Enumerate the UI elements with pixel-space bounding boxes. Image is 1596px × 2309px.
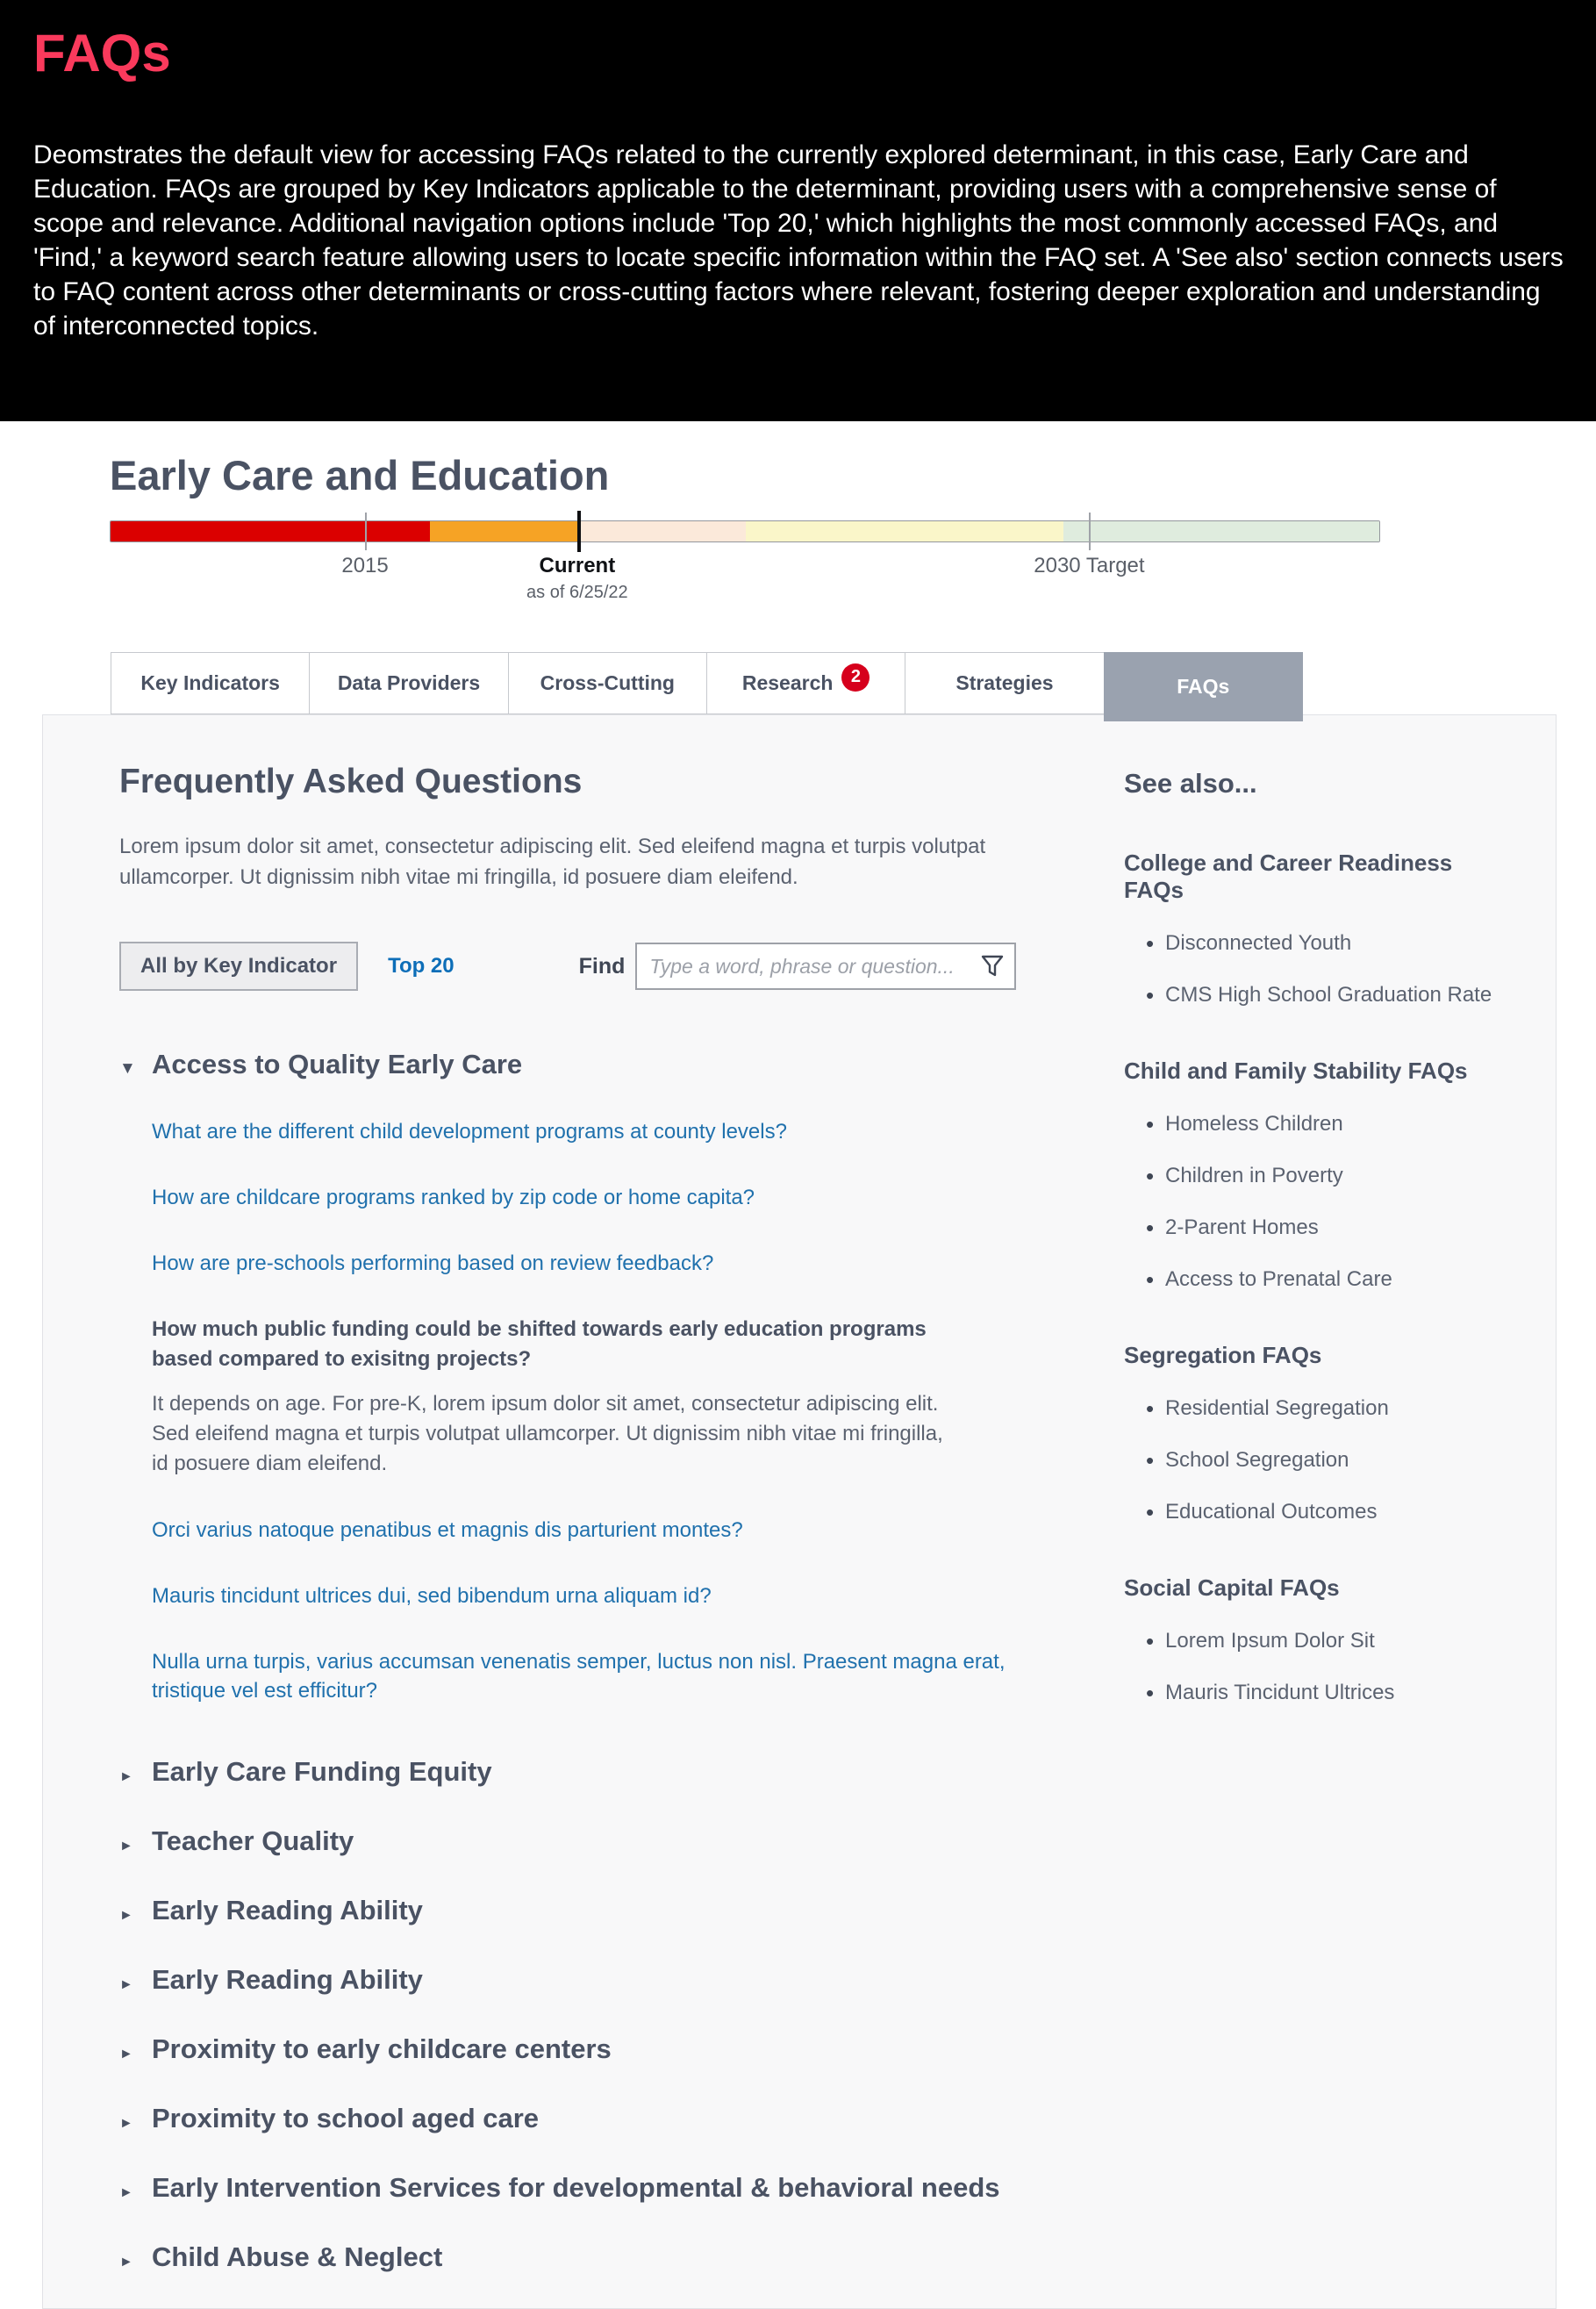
find-search-box xyxy=(635,943,1016,990)
faq-question-link[interactable]: Mauris tincidunt ultrices dui, sed bibendum urna aliquam id? xyxy=(152,1584,712,1608)
timeline-segment-yellow xyxy=(746,521,1063,541)
faq-question-link[interactable]: How are pre-schools performing based on review feedback? xyxy=(152,1251,714,1275)
see-also-list xyxy=(1124,1112,1500,1292)
timeline-label-current xyxy=(526,554,628,603)
faq-section-expanded xyxy=(119,1049,1084,1705)
faq-question-text: How much public funding could be shifted towards early education programs based compared to exisitng projects? xyxy=(152,1317,927,1371)
timeline-segment-orange xyxy=(430,521,577,541)
see-also-sidebar xyxy=(1084,715,1518,2308)
see-also-list xyxy=(1124,1629,1500,1705)
timeline-tick-2030 xyxy=(1089,513,1091,550)
see-also-link[interactable]: • Educational Outcomes xyxy=(1124,1500,1500,1524)
section-title: Proximity to school aged care xyxy=(152,2103,540,2133)
section-title: Teacher Quality xyxy=(152,1825,354,1856)
page-header xyxy=(0,0,1596,421)
timeline-label-2030-target: 2030 Target xyxy=(1034,554,1145,577)
current-label: Current xyxy=(539,554,616,577)
section-title: Early Intervention Services for developmental & behavioral needs xyxy=(152,2172,1000,2203)
timeline-segment-red xyxy=(111,521,430,541)
section-header-proximity-early-childcare[interactable] xyxy=(119,2033,1084,2065)
section-header-teacher-quality[interactable] xyxy=(119,1825,1084,1857)
tab-data-providers[interactable]: Data Providers xyxy=(309,652,508,714)
see-also-link[interactable]: • Children in Poverty xyxy=(1124,1164,1500,1188)
see-also-group-title: College and Career Readiness FAQs xyxy=(1124,850,1453,903)
timeline-tick-2015 xyxy=(365,513,367,550)
determinant-title: Early Care and Education xyxy=(110,452,610,498)
see-also-list xyxy=(1124,1396,1500,1524)
triangle-right-icon: ► xyxy=(119,2116,133,2131)
section-title: Early Reading Ability xyxy=(152,1964,423,1995)
see-also-link[interactable]: • Homeless Children xyxy=(1124,1112,1500,1137)
see-also-group-title: Child and Family Stability FAQs xyxy=(1124,1058,1468,1084)
see-also-group-title: Segregation FAQs xyxy=(1124,1342,1322,1368)
faq-question-link[interactable]: Orci varius natoque penatibus et magnis dis parturient montes? xyxy=(152,1518,743,1542)
see-also-group-college-career xyxy=(1124,850,1500,1007)
progress-timeline xyxy=(110,520,1380,608)
faq-filter-bar xyxy=(119,942,1084,991)
tab-strategies[interactable]: Strategies xyxy=(905,652,1104,714)
see-also-link[interactable]: • Mauris Tincidunt Ultrices xyxy=(1124,1681,1500,1705)
section-title: Access to Quality Early Care xyxy=(152,1049,523,1079)
see-also-link[interactable]: • Disconnected Youth xyxy=(1124,931,1500,956)
triangle-right-icon: ► xyxy=(119,2185,133,2200)
triangle-right-icon: ► xyxy=(119,1839,133,1854)
faq-main-column xyxy=(43,715,1084,2308)
section-body xyxy=(119,1117,1084,1705)
section-header-early-intervention-services[interactable] xyxy=(119,2172,1084,2204)
faq-open-question xyxy=(152,1315,1084,1479)
page-title: FAQs xyxy=(33,24,171,82)
triangle-right-icon: ► xyxy=(119,1769,133,1784)
faq-intro: Lorem ipsum dolor sit amet, consectetur adipiscing elit. Sed eleifend magna et turpis volutpat ullamcorper. Ut dignissim nibh vitae mi fringilla, id posuere diam eleifend. xyxy=(119,835,986,889)
see-also-title: See also... xyxy=(1124,768,1257,799)
faq-question-link[interactable]: How are childcare programs ranked by zip code or home capita? xyxy=(152,1186,755,1209)
see-also-link[interactable]: • Access to Prenatal Care xyxy=(1124,1267,1500,1292)
see-also-group-segregation xyxy=(1124,1342,1500,1524)
see-also-link[interactable]: • Lorem Ipsum Dolor Sit xyxy=(1124,1629,1500,1653)
timeline-label-2015: 2015 xyxy=(341,554,389,577)
see-also-link[interactable]: • Residential Segregation xyxy=(1124,1396,1500,1421)
triangle-right-icon: ► xyxy=(119,1908,133,1923)
timeline-segment-green xyxy=(1063,521,1379,541)
section-title: Early Care Funding Equity xyxy=(152,1756,492,1787)
tab-key-indicators[interactable]: Key Indicators xyxy=(111,652,310,714)
faq-heading: Frequently Asked Questions xyxy=(119,763,583,800)
triangle-right-icon: ► xyxy=(119,2255,133,2270)
find-input[interactable] xyxy=(635,943,1016,990)
section-title: Child Abuse & Neglect xyxy=(152,2241,443,2272)
top-20-link[interactable]: Top 20 xyxy=(388,954,454,978)
section-header-proximity-school-aged-care[interactable] xyxy=(119,2103,1084,2134)
section-title: Early Reading Ability xyxy=(152,1895,423,1925)
tab-bar xyxy=(111,652,1303,714)
section-header-early-reading-ability[interactable] xyxy=(119,1895,1084,1926)
see-also-group-social-capital xyxy=(1124,1574,1500,1705)
tab-research-label: Research xyxy=(741,671,834,694)
see-also-list xyxy=(1124,931,1500,1007)
triangle-right-icon: ► xyxy=(119,2047,133,2062)
page-description: Deomstrates the default view for accessing FAQs related to the currently explored determinant, in this case, Early Care and Education. FAQs are grouped by Key Indicators applicable to the determinant, providing users with a comprehensive sense of scope and relevance. Additional navigation options include 'Top 20,' which highlights the most commonly accessed FAQs, and 'Find,' a keyword search feature allowing users to locate specific information within the FAQ set. A 'See also' section connects users to FAQ content across other determinants or cross-cutting factors where relevant, fostering deeper exploration and understanding of interconnected topics. xyxy=(33,140,1564,341)
see-also-group-title: Social Capital FAQs xyxy=(1124,1574,1340,1601)
faq-panel xyxy=(42,714,1557,2309)
tab-faqs[interactable]: FAQs xyxy=(1104,652,1303,721)
section-header-early-care-funding-equity[interactable] xyxy=(119,1756,1084,1788)
tab-cross-cutting[interactable]: Cross-Cutting xyxy=(508,652,707,714)
triangle-right-icon: ► xyxy=(119,1977,133,1992)
section-header-early-reading-ability-2[interactable] xyxy=(119,1964,1084,1996)
timeline-marker-current xyxy=(577,511,581,552)
see-also-link[interactable]: • 2-Parent Homes xyxy=(1124,1215,1500,1240)
research-count-badge: 2 xyxy=(841,663,870,692)
tab-research[interactable] xyxy=(706,652,905,714)
see-also-link[interactable]: • School Segregation xyxy=(1124,1448,1500,1473)
collapsed-sections xyxy=(119,1756,1084,2273)
section-header-child-abuse-neglect[interactable] xyxy=(119,2241,1084,2273)
faq-answer-text: It depends on age. For pre-K, lorem ipsum dolor sit amet, consectetur adipiscing elit. Sed eleifend magna et turpis volutpat ullamcorper. Ut dignissim nibh vitae mi fringilla, id posuere diam eleifend. xyxy=(152,1392,943,1475)
find-label: Find xyxy=(578,953,626,979)
section-title: Proximity to early childcare centers xyxy=(152,2033,612,2064)
current-sublabel: as of 6/25/22 xyxy=(526,583,628,602)
timeline-bar xyxy=(110,520,1380,542)
all-by-key-indicator-button[interactable]: All by Key Indicator xyxy=(119,942,358,991)
funnel-icon[interactable] xyxy=(980,954,1005,979)
timeline-segment-peach xyxy=(577,521,746,541)
section-header-access-to-quality-early-care[interactable] xyxy=(119,1049,1084,1080)
triangle-down-icon: ▼ xyxy=(119,1059,136,1078)
see-also-group-child-family-stability xyxy=(1124,1058,1500,1292)
see-also-link[interactable]: • CMS High School Graduation Rate xyxy=(1124,983,1500,1007)
faq-question-link[interactable]: What are the different child development programs at county levels? xyxy=(152,1120,787,1144)
faq-question-link[interactable]: Nulla urna turpis, varius accumsan venenatis semper, luctus non nisl. Praesent magna erat, tristique vel est efficitur? xyxy=(152,1650,1006,1703)
